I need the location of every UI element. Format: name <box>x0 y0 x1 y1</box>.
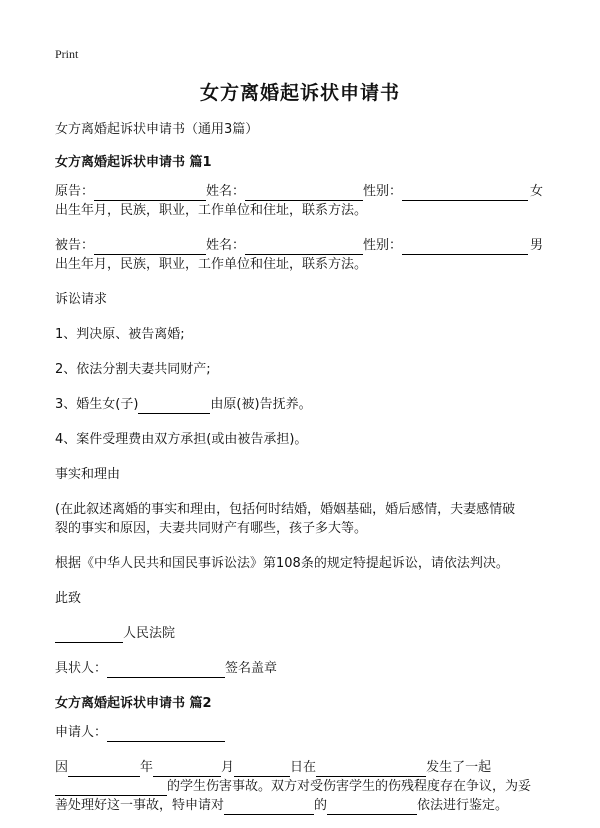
section-2-heading: 女方离婚起诉状申请书 篇2 <box>55 696 212 711</box>
defendant-gender-value: 男 <box>529 238 543 253</box>
plaintiff-name-blank <box>245 185 363 201</box>
defendant-label: 被告： <box>55 238 95 253</box>
court-blank <box>55 627 123 643</box>
day-blank <box>234 761 290 777</box>
section-1-heading: 女方离婚起诉状申请书 篇1 <box>55 155 212 170</box>
claim-2: 2、依法分割夫妻共同财产; <box>55 362 211 377</box>
signature-suffix: 签名盖章 <box>225 661 278 676</box>
defendant-gender-blank <box>402 239 528 255</box>
day-at-text: 日在 <box>290 760 317 775</box>
print-link[interactable]: Print <box>55 47 79 61</box>
document-body <box>55 120 543 815</box>
plaintiff-info-line: 出生年月，民族，职业，工作单位和住址，联系方法。 <box>55 203 368 218</box>
court-line <box>55 624 543 643</box>
claim-4: 4、案件受理费由双方承担(或由被告承担)。 <box>55 432 308 447</box>
section-2-line-1 <box>55 758 543 777</box>
plaintiff-label: 原告： <box>55 184 95 199</box>
legal-basis: 根据《中华人民共和国民事诉讼法》第108条的规定特提起诉讼，请依法判决。 <box>55 556 509 571</box>
defendant-info-line: 出生年月，民族，职业，工作单位和住址，联系方法。 <box>55 257 368 272</box>
plaintiff-gender-blank <box>402 185 528 201</box>
signer-blank <box>107 662 225 678</box>
section-2-paragraph <box>55 758 543 815</box>
section-2-line-3 <box>55 796 543 815</box>
applicant-line <box>55 723 543 742</box>
incident-type-blank <box>55 780 167 796</box>
appraisal-text: 依法进行鉴定。 <box>417 798 509 813</box>
facts-paragraph <box>55 500 543 538</box>
plaintiff-name-label: 姓名： <box>206 184 246 199</box>
defendant-name-blank <box>245 239 363 255</box>
claim-3 <box>55 395 543 414</box>
claim-3-blank <box>138 398 210 414</box>
month-blank <box>153 761 221 777</box>
defendant-block <box>55 236 543 274</box>
facts-line-1: (在此叙述离婚的事实和理由，包括何时结婚，婚姻基础，婚后感情，夫妻感情破 <box>55 502 516 517</box>
claims-heading: 诉讼请求 <box>55 292 108 307</box>
applicant-blank <box>107 726 225 742</box>
year-blank <box>68 761 140 777</box>
because-text: 因 <box>55 760 69 775</box>
claim-3-prefix: 3、婚生女(子) <box>55 397 139 412</box>
facts-heading: 事实和理由 <box>55 467 121 482</box>
plaintiff-blank <box>94 185 206 201</box>
line-3-text: 善处理好这一事故，特申请对 <box>55 798 225 813</box>
section-2-line-2 <box>55 777 543 796</box>
court-suffix: 人民法院 <box>123 626 176 641</box>
defendant-blank <box>94 239 206 255</box>
item-blank <box>327 799 417 815</box>
signer-line <box>55 659 543 678</box>
plaintiff-row <box>55 182 543 201</box>
plaintiff-gender-value: 女 <box>529 184 543 199</box>
of-text: 的 <box>314 798 328 813</box>
facts-line-2: 裂的事实和原因，夫妻共同财产有哪些，孩子多大等。 <box>55 521 368 536</box>
signer-label: 具状人： <box>55 661 108 676</box>
document-subtitle: 女方离婚起诉状申请书（通用3篇） <box>55 122 259 137</box>
applicant-label: 申请人： <box>55 725 108 740</box>
plaintiff-block <box>55 182 543 220</box>
defendant-gender-label: 性别： <box>363 238 403 253</box>
injury-text: 的学生伤害事故。双方对受伤害学生的伤残程度存在争议，为妥 <box>167 779 532 794</box>
defendant-row <box>55 236 543 255</box>
page-title: 女方离婚起诉状申请书 <box>199 82 400 104</box>
year-text: 年 <box>140 760 154 775</box>
claim-3-suffix: 由原(被)告抚养。 <box>210 397 312 412</box>
student-blank <box>224 799 314 815</box>
location-blank <box>316 761 426 777</box>
defendant-name-label: 姓名： <box>206 238 246 253</box>
plaintiff-gender-label: 性别： <box>363 184 403 199</box>
salutation: 此致 <box>55 591 82 606</box>
claim-1: 1、判决原、被告离婚; <box>55 327 185 342</box>
incident-text: 发生了一起 <box>426 760 492 775</box>
month-text: 月 <box>221 760 235 775</box>
